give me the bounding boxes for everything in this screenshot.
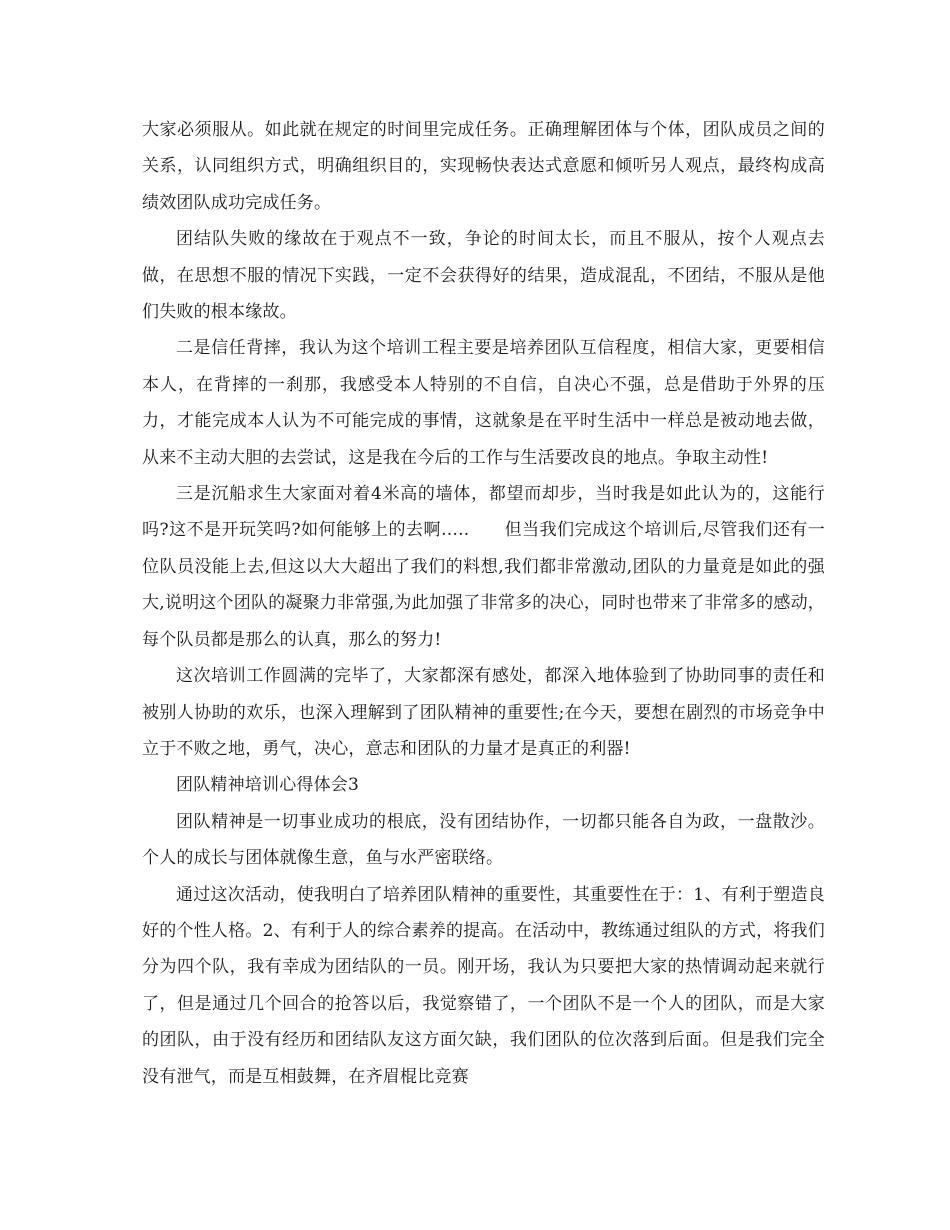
paragraph-6: 团队精神是一切事业成功的根底，没有团结协作，一切都只能各自为政，一盘散沙。个人的成长与团体就像生意，鱼与水严密联络。 bbox=[142, 811, 825, 869]
paragraph-2: 团结队失败的缘故在于观点不一致，争论的时间太长，而且不服从，按个人观点去做，在思想不服的情况下实践，一定不会获得好的结果，造成混乱，不团结，不服从是他们失败的根本缘故。 bbox=[142, 229, 825, 323]
paragraph-1: 大家必须服从。如此就在规定的时间里完成任务。正确理解团体与个体，团队成员之间的关系，认同组织方式，明确组织目的，实现畅快表达式意愿和倾听另人观点，最终构成高绩效团队成功完成任务。 bbox=[142, 120, 825, 213]
paragraph-7: 通过这次活动，使我明白了培养团队精神的重要性，其重要性在于：1、有利于塑造良好的个性人格。2、有利于人的综合素养的提高。在活动中，教练通过组队的方式，将我们分为四个队，我有幸成为团结队的一员。刚开场，我认为只要把大家的热情调动起来就行了，但是通过几个回合的抢答以后，我觉察错了，一个团队不是一个人的团队，而是大家的团队，由于没有经历和团结队友这方面欠缺，我们团队的位次落到后面。但是我们完全没有泄气，而是互相鼓舞，在齐眉棍比竞赛 bbox=[142, 884, 825, 1087]
paragraph-4: 三是沉船求生大家面对着4米高的墙体，都望而却步，当时我是如此认为的，这能行吗?这不是开玩笑吗?如何能够上的去啊….. 但当我们完成这个培训后,尽管我们还有一位队员没能上去,但这以大大超出了我们的料想,我们都非常激动,团队的力量竟是如此的强大,说明这个团队的凝聚力非常强,为此加强了非常多的决心，同时也带来了非常多的感动，每个队员都是那么的认真，那么的努力! bbox=[142, 484, 825, 650]
document-body bbox=[142, 112, 825, 1095]
section-heading: 团队精神培训心得体会3 bbox=[176, 775, 360, 796]
paragraph-3: 二是信任背摔，我认为这个培训工程主要是培养团队互信程度，相信大家，更要相信本人，在背摔的一刹那，我感受本人特别的不自信，自决心不强，总是借助于外界的压力，才能完成本人认为不可能完成的事情，这就象是在平时生活中一样总是被动地去做，从来不主动大胆的去尝试，这是我在今后的工作与生活要改良的地点。争取主动性! bbox=[142, 338, 825, 468]
paragraph-5: 这次培训工作圆满的完毕了，大家都深有感处，都深入地体验到了协助同事的责任和被别人协助的欢乐，也深入理解到了团队精神的重要性;在今天，要想在剧烈的市场竞争中立于不败之地，勇气，决心，意志和团队的力量才是真正的利器! bbox=[142, 666, 825, 759]
